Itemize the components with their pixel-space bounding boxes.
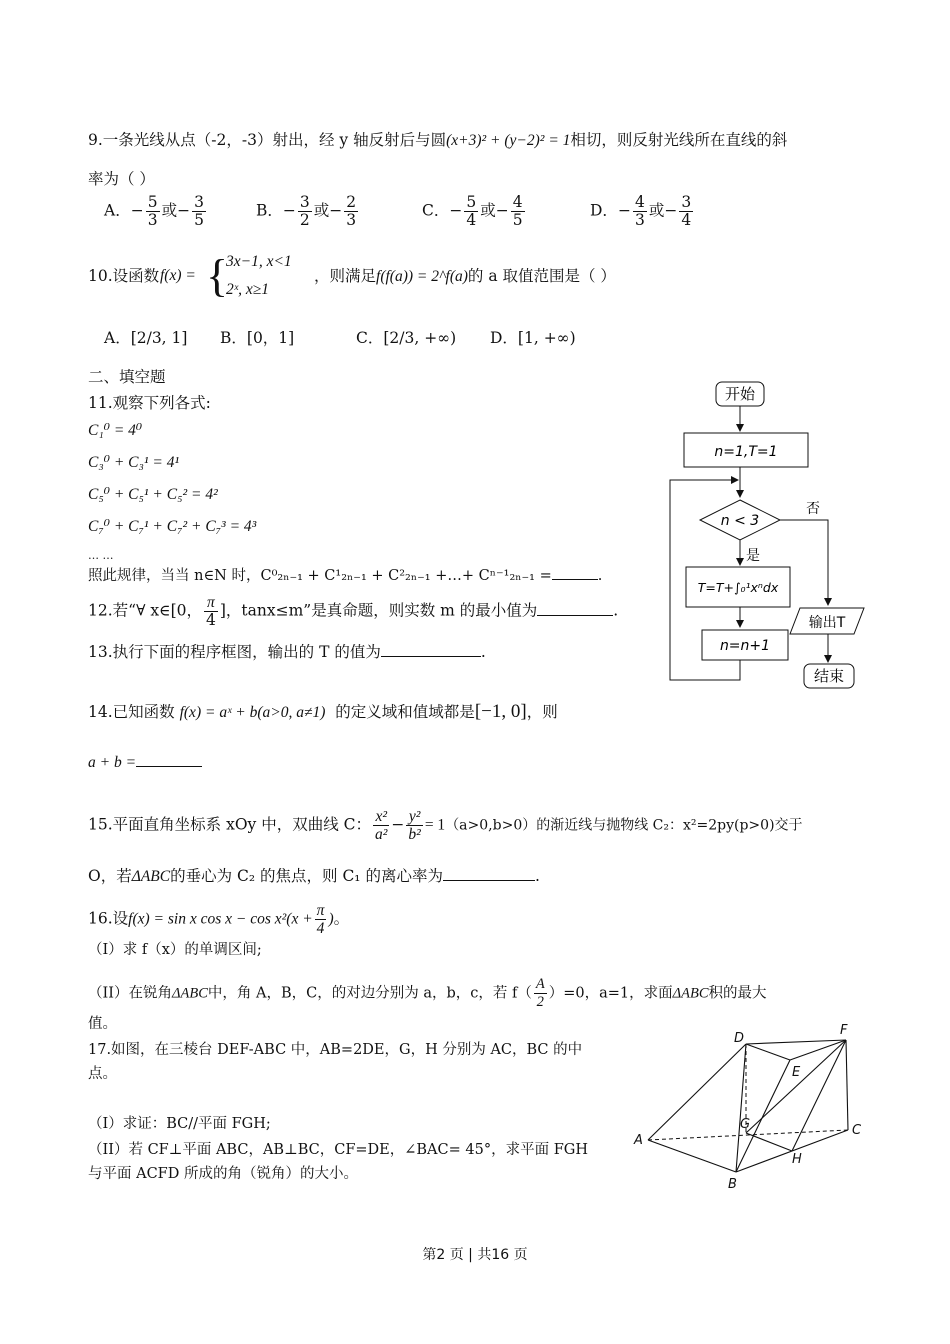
flow-no-label: 否 — [806, 501, 820, 517]
q10-option-d[interactable]: D．[1, +∞) — [490, 329, 576, 347]
q14-line1: 14.已知函数 f(x) = aˣ + b(a>0, a≠1) 的定义域和值域都是[−1, 0]，则 — [88, 701, 558, 722]
q10-option-c[interactable]: C．[2/3, +∞) — [356, 329, 457, 347]
q12-answer-blank[interactable] — [537, 615, 613, 616]
q14-line2: a + b = — [88, 752, 202, 773]
q10-case2: 2ˣ, x≥1 — [226, 281, 270, 298]
flow-yes-label: 是 — [746, 548, 760, 564]
q10-fx: f(x) = — [160, 267, 196, 284]
flow-body-label: T=T+∫₀¹xⁿdx — [697, 580, 779, 595]
q16-part2: （II）在锐角ΔABC中，角 A，B，C，的对边分别为 a，b，c，若 f（ $\frac{A}{2}$ ）=0，a=1，求面ΔABC积的最大 — [88, 976, 767, 1010]
vertex-label-a: A — [634, 1133, 643, 1148]
program-flowchart — [660, 376, 870, 692]
q11-line-4: C₇⁰ + C₇¹ + C₇² + C₇³ = 4³ — [88, 518, 257, 535]
q17-part1: （I）求证：BC//平面 FGH; — [88, 1116, 271, 1132]
q11-line-2: C₃⁰ + C₃¹ = 4¹ — [88, 454, 180, 471]
frustum-figure — [628, 1020, 868, 1192]
q9-line2: 率为（ ） — [88, 170, 155, 188]
q11-ellipsis: … … — [88, 549, 114, 562]
circle-equation: (x+3)² + (y−2)² = 1 — [446, 132, 571, 149]
q10-option-a[interactable]: A．[2/3, 1] — [104, 329, 188, 347]
q14-answer-blank[interactable] — [136, 766, 202, 767]
q10-case1: 3x−1, x<1 — [226, 253, 292, 270]
flow-increment-label: n=n+1 — [719, 638, 771, 654]
q10-line1: ，则满足f(f(a)) = 2^f(a)的 a 取值范围是（ ） — [314, 267, 616, 285]
flow-output-label: 输出T — [808, 615, 846, 631]
q9-option-a[interactable]: A．− $\frac{5}{3}$ 或− $\frac{3}{5}$ — [104, 193, 204, 229]
q11-answer-blank[interactable] — [552, 579, 598, 580]
page-footer: 第2 页 | 共16 页 — [422, 1247, 528, 1263]
q11-title: 11.观察下列各式: — [88, 394, 211, 412]
q17-part2: （II）若 CF⊥平面 ABC，AB⊥BC，CF=DE，∠BAC= 45°，求平面 FGH — [88, 1142, 588, 1158]
q16-line1: 16.设f(x) = sin x cos x − cos x²(x + $\frac{\pi}{4}$ )。 — [88, 902, 350, 937]
vertex-label-c: C — [852, 1123, 862, 1138]
flow-init-label: n=1,T=1 — [714, 444, 778, 460]
q15-line2: O，若ΔABC的垂心为 C₂ 的焦点，则 C₁ 的离心率为 . — [88, 867, 540, 885]
q10-option-b[interactable]: B．[0，1] — [220, 329, 295, 347]
section-title-fill-in: 二、填空题 — [88, 368, 166, 386]
flow-start-label: 开始 — [724, 385, 756, 403]
q9-line1: 9.一条光线从点（-2，-3）射出，经 y 轴反射后与圆(x+3)² + (y−2)² = 1相切，则反射光线所在直线的斜 — [88, 131, 788, 149]
vertex-label-g: G — [740, 1117, 751, 1132]
q9-option-b[interactable]: B．− $\frac{3}{2}$ 或− $\frac{2}{3}$ — [256, 193, 357, 229]
q11-rule: 照此规律，当当 n∈N 时，C⁰₂ₙ₋₁ + C¹₂ₙ₋₁ + C²₂ₙ₋₁ +…+ Cⁿ⁻¹₂ₙ₋₁ = . — [88, 568, 603, 584]
q16-part1: （I）求 f（x）的单调区间; — [88, 942, 262, 958]
vertex-label-b: B — [728, 1177, 737, 1192]
q10-lead: 10.设函数 — [88, 267, 160, 285]
vertex-label-f: F — [840, 1023, 848, 1038]
q13-line: 13.执行下面的程序框图，输出的 T 的值为 . — [88, 643, 486, 661]
flow-end-label: 结束 — [813, 667, 845, 685]
vertex-label-d: D — [734, 1031, 745, 1046]
q12-line: 12.若“∀ x∈[0， $\frac{\pi}{4}$ ]，tanx≤m”是真命题，则实数 m 的最小值为 . — [88, 594, 619, 629]
q17-line2: 点。 — [88, 1066, 117, 1082]
vertex-label-h: H — [792, 1152, 802, 1167]
vertex-label-e: E — [792, 1065, 801, 1080]
q11-line-1: C₁⁰ = 4⁰ — [88, 422, 143, 439]
q9-option-c[interactable]: C．− $\frac{5}{4}$ 或− $\frac{4}{5}$ — [422, 193, 523, 229]
q17-line1: 17.如图，在三棱台 DEF-ABC 中，AB=2DE，G，H 分别为 AC，BC 的中 — [88, 1042, 583, 1058]
q15-line1: 15.平面直角坐标系 xOy 中，双曲线 C： $\frac{\text{x²}}{\text{a²}}$ − $\frac{\text{y²}}{\text{b²}}$ = 1（a>0,b>0）的渐近线与抛物线 C₂：x²=2py(p>0)交于 — [88, 808, 803, 843]
q13-answer-blank[interactable] — [381, 656, 481, 657]
q17-part3: 与平面 ACFD 所成的角（锐角）的大小。 — [88, 1166, 358, 1182]
q11-line-3: C₅⁰ + C₅¹ + C₅² = 4² — [88, 486, 218, 503]
q15-answer-blank[interactable] — [443, 880, 535, 881]
q9-option-d[interactable]: D．− $\frac{4}{3}$ 或− $\frac{3}{4}$ — [590, 193, 692, 229]
flow-decision-label: n < 3 — [720, 513, 760, 529]
q16-part2-end: 值。 — [88, 1016, 117, 1032]
q10-brace: { — [206, 250, 229, 301]
